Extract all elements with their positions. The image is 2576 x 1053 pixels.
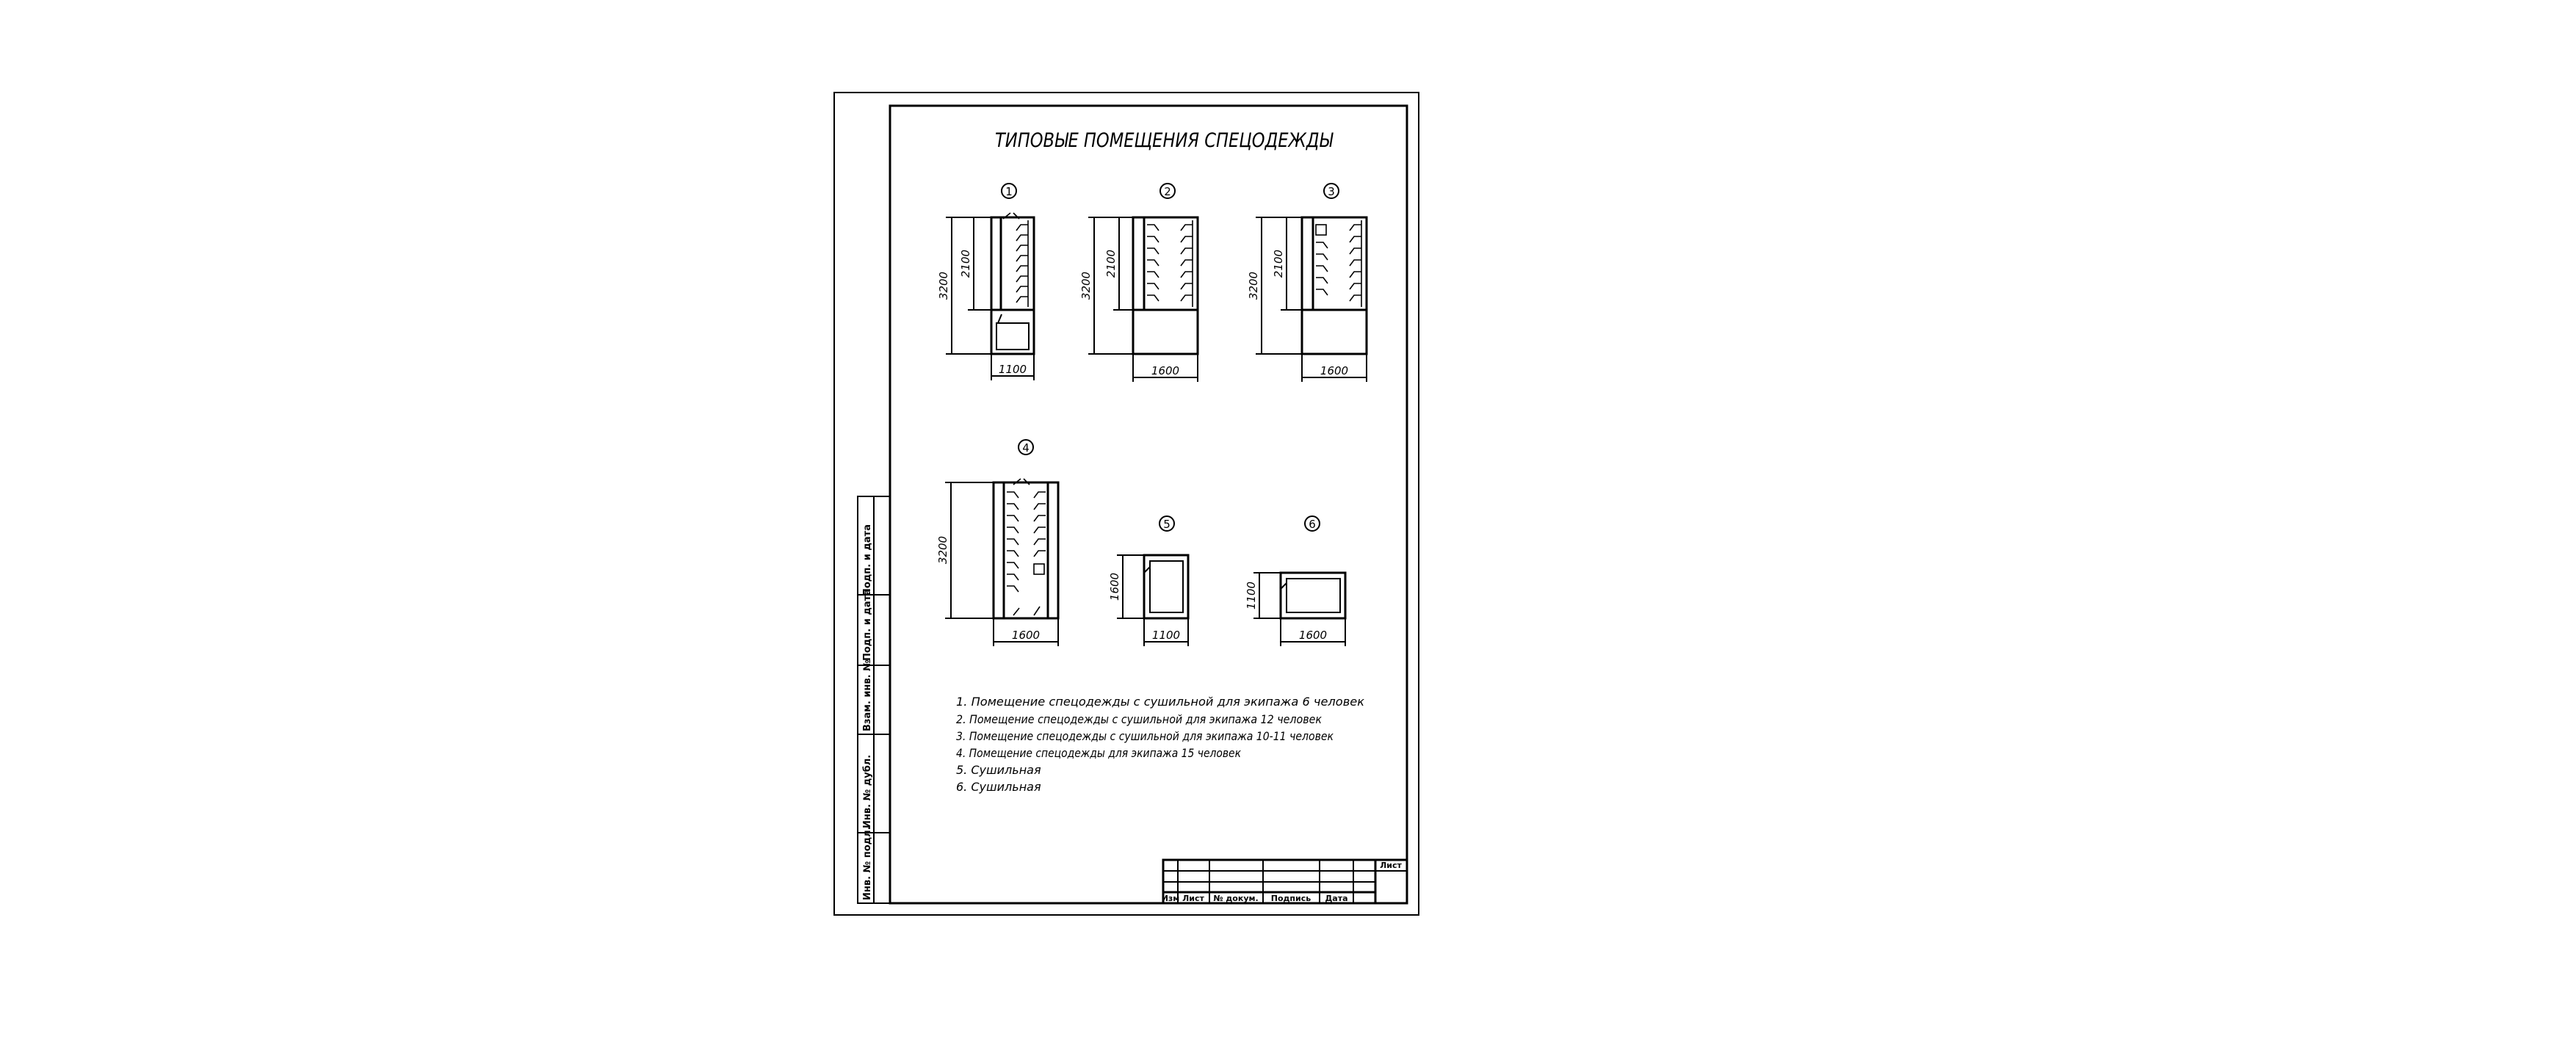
room-5-number: 5 [1163,518,1171,531]
room-1-dim-inner-height: 2100 [959,249,972,278]
legend-item-5: 5. Сушильная [956,763,1041,777]
title-block-col-doc: № докум. [1213,894,1259,903]
room-6-outline [1281,573,1345,618]
title-block-col-change: Изм [1161,894,1180,903]
legend-item-1: 1. Помещение спецодежды с сушильной для экипажа 6 человек [956,695,1365,709]
room-1-drying-room [996,323,1029,350]
legend-item-4: 4. Помещение спецодежды для экипажа 15 человек [956,746,1242,760]
room-2-lockers [1147,220,1193,307]
room-5-dim-width: 1100 [1151,629,1181,642]
side-stamp-cell-4: Инв. № дубл. [862,754,873,828]
side-stamp-cell-3: Взам. инв. № [862,659,873,731]
legend-item-3: 3. Помещение спецодежды с сушильной для экипажа 10-11 человек [956,729,1334,743]
drawing-title: ТИПОВЫЕ ПОМЕЩЕНИЯ СПЕЦОДЕЖДЫ [995,129,1334,152]
side-stamp [858,496,890,903]
room-2-dim-width: 1600 [1151,364,1180,377]
room-1-number: 1 [1005,185,1013,198]
room-3-lockers [1316,220,1361,307]
room-2-outline [1133,217,1198,354]
room-1-dim-width: 1100 [998,363,1027,376]
room-4 [936,440,1058,646]
title-block [1162,860,1407,903]
sheet-outer-frame [834,93,1419,915]
side-stamp-cell-5: Инв. № подл. [862,826,873,900]
room-6-dim-height: 1100 [1245,581,1258,610]
room-4-number: 4 [1022,441,1030,455]
room-6-number: 6 [1309,518,1316,531]
room-5 [1108,516,1188,646]
room-6 [1245,516,1345,646]
legend-item-6: 6. Сушильная [956,780,1041,794]
side-stamp-cell-1: Подп. и дата [862,524,873,596]
room-4-dim-width: 1600 [1011,629,1041,642]
room-4-lockers [1007,479,1046,615]
room-3-dim-width: 1600 [1320,364,1349,377]
room-2-number: 2 [1164,185,1171,198]
room-3-number: 3 [1328,185,1335,198]
room-6-dim-width: 1600 [1298,629,1328,642]
side-stamp-cell-2: Подп. и дата [862,589,873,661]
legend-item-2: 2. Помещение спецодежды с сушильной для экипажа 12 человек [956,712,1323,726]
room-2-dim-inner-height: 2100 [1104,249,1118,278]
room-3-dim-inner-height: 2100 [1272,249,1285,278]
room-4-dim-total-height: 3200 [936,535,949,565]
title-block-col-signature: Подпись [1270,894,1311,903]
room-1-lockers [1003,213,1028,307]
room-3-outline [1302,217,1367,354]
room-2 [1079,184,1198,382]
room-2-dim-total-height: 3200 [1079,271,1093,300]
title-block-col-date: Дата [1325,894,1348,903]
title-block-sheet-label: Лист [1380,861,1402,870]
room-3 [1247,184,1367,382]
room-1 [937,184,1034,380]
room-3-dim-total-height: 3200 [1247,271,1260,300]
room-1-dim-total-height: 3200 [937,271,950,300]
title-block-col-sheet: Лист [1182,894,1204,903]
legend [956,695,1364,794]
room-5-dim-height: 1600 [1108,572,1121,601]
